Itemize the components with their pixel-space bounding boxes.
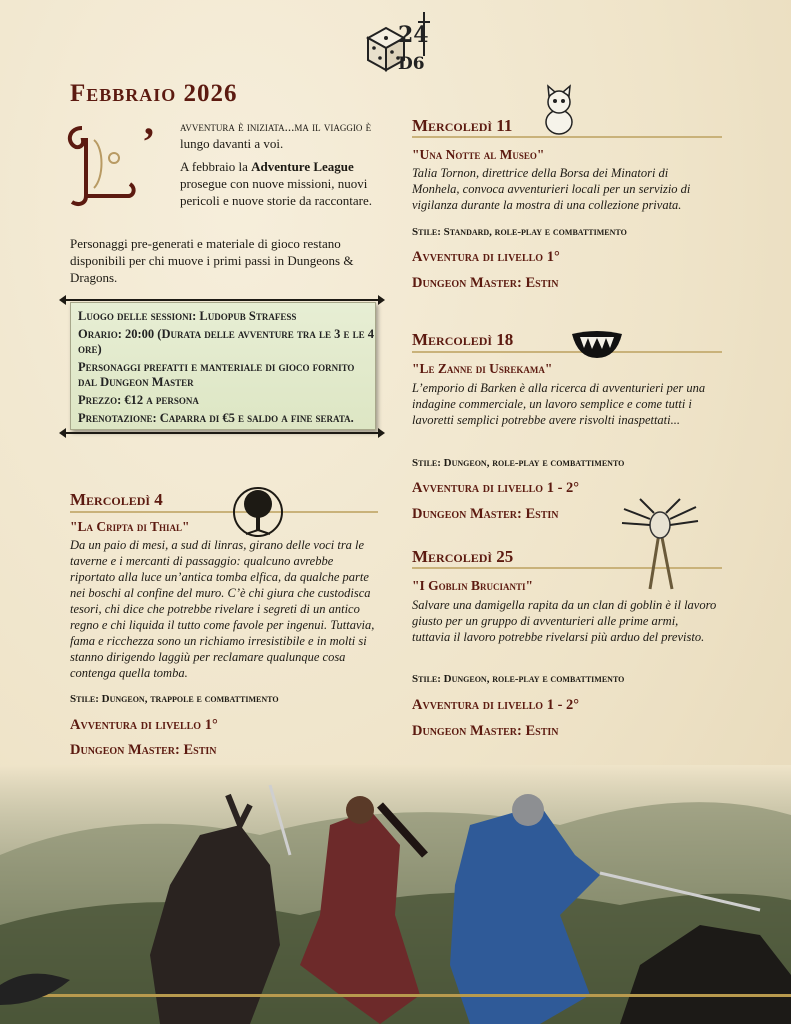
fangs-icon [570,328,624,360]
info-material: Personaggi prefatti e manteriale di gioco fornito dal Dungeon Master [78,360,355,389]
tree-icon [232,486,284,538]
info-time: Orario: 20:00 (Durata delle avventure tra le 3 e le 4 ore) [78,327,375,356]
session-style: Stile: Dungeon, trappole e combattimento [70,693,279,705]
logo-number: 24 [398,22,429,48]
cat-icon [540,84,578,136]
session-level: Avventura di livello 1 - 2° [412,480,580,496]
intro-p2-before: A febbraio la [180,159,252,174]
page-title: Febbraio 2026 [70,80,238,107]
session-level: Avventura di livello 1° [412,249,560,265]
session-dm: Dungeon Master: Estin [412,275,559,291]
session-dm: Dungeon Master: Estin [412,723,559,739]
intro-rest: lungo davanti a voi. [180,136,284,151]
infobox-bottom-rule [64,432,382,434]
session-day: Mercoledì 25 [412,547,514,566]
intro-p2-after: prosegue con nuove missioni, nuovi pericoli e nuove storie da raccontare. [180,176,373,208]
intro-caps: avventura è iniziata...ma il viaggio è [180,119,372,134]
session-style: Stile: Dungeon, role-play e combattimento [412,673,625,685]
session-divider [70,511,378,513]
battle-scene-artwork [0,765,791,1024]
info-location: Luogo delle sessioni: Ludopub Strafess [78,309,297,323]
session-level: Avventura di livello 1 - 2° [412,697,580,713]
rule-arrow-right-icon [378,428,385,438]
session-dm: Dungeon Master: Estin [412,506,559,522]
rule-arrow-left-icon [59,428,66,438]
intro-line [180,118,380,152]
adventure-league-text: Adventure League [251,159,354,174]
session-info-box [70,302,376,430]
session-title: "Le Zanne di Usrekama" [412,361,553,376]
infobox-top-rule [64,299,382,301]
rule-arrow-left-icon [59,295,66,305]
session-style: Stile: Dungeon, role-play e combattimento [412,457,625,469]
dropcap-apostrophe: ’ [142,119,156,164]
session-level: Avventura di livello 1° [70,717,218,733]
session-title: "La Cripta di Thial" [70,519,190,534]
session-title: "I Goblin Brucianti" [412,578,534,593]
intro-paragraph-3: Personaggi pre-generati e materiale di gioco restano disponibili per chi muove i primi passi in Dungeons & Dragons. [70,236,354,285]
info-booking: Prenotazione: Caparra di €5 e saldo a fine serata. [78,411,354,425]
totem-icon [620,497,700,593]
session-style: Stile: Standard, role-play e combattimento [412,226,627,238]
session-description: Da un paio di mesi, a sud di linras, girano delle voci tra le taverne e i mercanti di passaggio: qualcuno avrebbe riportato alla luce un’antica tomba elfica, da qualche parte nei boschi al confine del muro. C’è chi giura che custodisca tesori, chi dice che potrebbe rivelare i segreti di un antico regno e chi liquida il tutto come favole per ingenui. Tuttavia, fama e ricchezza sono un richiamo irresistibile e in molti si stanno dirigendo laggiù per reclamare qualunque cosa contenga quella tomba. [70,538,375,680]
intro-paragraph-2 [180,158,380,209]
session-dm: Dungeon Master: Estin [70,742,217,758]
session-day: Mercoledì 18 [412,330,514,349]
rule-arrow-right-icon [378,295,385,305]
session-divider [412,136,722,138]
session-description: Salvare una damigella rapita da un clan di goblin è il lavoro giusto per un gruppo di avventurieri alle prime armi, tuttavia il lavoro potrebbe rivelarsi più arduo del previsto. [412,598,717,644]
session-description: Talia Tornon, direttrice della Borsa dei Minatori di Monhela, convoca avventurieri locali per un servizio di vigilanza durante la mostra di una collezione privata. [412,166,691,212]
session-title: "Una Notte al Museo" [412,147,545,162]
session-day: Mercoledì 4 [70,490,163,509]
ornate-dropcap-icon [64,118,138,218]
session-day: Mercoledì 11 [412,116,513,135]
info-price: Prezzo: €12 a persona [78,393,199,407]
logo-die-label: D6 [398,54,425,74]
session-description: L’emporio di Barken è alla ricerca di avventurieri per una indagine commerciale, un lavoro semplice e come tutti i lavoretti semplici potrebbe avere risvolti inaspettati... [412,381,706,427]
session-divider [412,351,722,353]
